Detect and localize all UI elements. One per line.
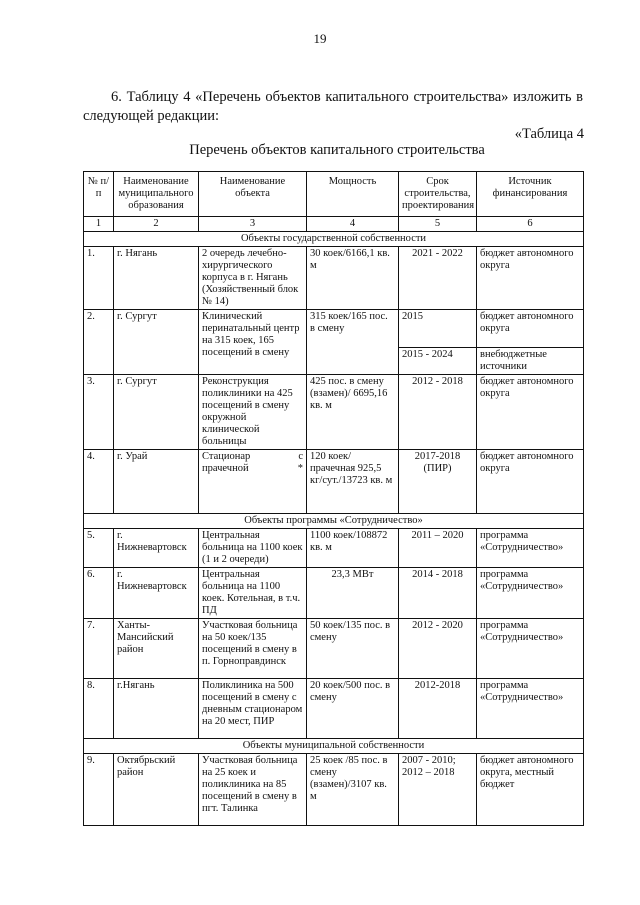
row-object: Стационар с прачечной * xyxy=(199,450,307,514)
row-municipality: г. Нягань xyxy=(114,247,199,310)
section-row-municipal xyxy=(84,739,584,754)
table-row xyxy=(84,619,584,679)
row-period: 2014 - 2018 xyxy=(399,568,477,619)
row-period: 2007 - 2010; 2012 – 2018 xyxy=(399,754,477,826)
intro-paragraph: 6. Таблицу 4 «Перечень объектов капитального строительства» изложить в следующей редакции: xyxy=(83,89,583,124)
row-capacity: 1100 коек/108872 кв. м xyxy=(307,529,399,568)
section-title: Объекты муниципальной собственности xyxy=(84,739,584,754)
table-row xyxy=(84,375,584,450)
row-capacity: 23,3 МВт xyxy=(307,568,399,619)
header-object: Наименование объекта xyxy=(199,172,307,217)
row-period: 2017-2018 (ПИР) xyxy=(399,450,477,514)
row-capacity: 425 пос. в смену (взамен)/ 6695,16 кв. м xyxy=(307,375,399,450)
section-row-coop xyxy=(84,514,584,529)
row-num: 5. xyxy=(84,529,114,568)
row-source: бюджет автономного округа xyxy=(477,450,584,514)
row-municipality: г. Нижневартовск xyxy=(114,568,199,619)
row-source: программа «Сотрудничество» xyxy=(477,619,584,679)
row-object: Центральная больница на 1100 коек (1 и 2 очереди) xyxy=(199,529,307,568)
row-capacity: 120 коек/прачечная 925,5 кг/сут./13723 кв. м xyxy=(307,450,399,514)
row-capacity: 315 коек/165 пос. в смену xyxy=(307,310,399,375)
row-municipality: г. Урай xyxy=(114,450,199,514)
row-capacity: 20 коек/500 пос. в смену xyxy=(307,679,399,739)
row-num: 8. xyxy=(84,679,114,739)
col-number: 4 xyxy=(307,217,399,232)
header-municipality: Наименование муниципального образования xyxy=(114,172,199,217)
table-title: Перечень объектов капитального строительства xyxy=(189,142,485,158)
row-num: 9. xyxy=(84,754,114,826)
row-municipality: г.Нягань xyxy=(114,679,199,739)
row-period: 2011 – 2020 xyxy=(399,529,477,568)
row-period: 2015 xyxy=(399,310,477,348)
row-source: внебюджетные источники xyxy=(477,348,584,375)
row-source: бюджет автономного округа xyxy=(477,310,584,348)
row-period: 2021 - 2022 xyxy=(399,247,477,310)
row-object: Клинический перинатальный центр на 315 коек, 165 посещений в смену xyxy=(199,310,307,375)
row-source: бюджет автономного округа, местный бюджет xyxy=(477,754,584,826)
row-municipality: г. Сургут xyxy=(114,310,199,375)
col-number: 2 xyxy=(114,217,199,232)
row-source: бюджет автономного округа xyxy=(477,375,584,450)
row-source: программа «Сотрудничество» xyxy=(477,529,584,568)
table-row xyxy=(84,529,584,568)
row-source: программа «Сотрудничество» xyxy=(477,679,584,739)
row-capacity: 50 коек/135 пос. в смену xyxy=(307,619,399,679)
header-period: Срок строительства, проектирования xyxy=(399,172,477,217)
row-num: 3. xyxy=(84,375,114,450)
row-num: 7. xyxy=(84,619,114,679)
row-municipality: Ханты-Мансийский район xyxy=(114,619,199,679)
header-capacity: Мощность xyxy=(307,172,399,217)
row-source: бюджет автономного округа xyxy=(477,247,584,310)
table-row xyxy=(84,310,584,348)
header-num: № п/п xyxy=(84,172,114,217)
row-source: программа «Сотрудничество» xyxy=(477,568,584,619)
col-number: 1 xyxy=(84,217,114,232)
row-num: 2. xyxy=(84,310,114,375)
row-capacity: 25 коек /85 пос. в смену (взамен)/3107 кв. м xyxy=(307,754,399,826)
row-period: 2012-2018 xyxy=(399,679,477,739)
column-number-row xyxy=(84,217,584,232)
table-row xyxy=(84,247,584,310)
col-number: 5 xyxy=(399,217,477,232)
row-object: Участковая больница на 50 коек/135 посещений в смену в п. Горноправдинск xyxy=(199,619,307,679)
table-row xyxy=(84,679,584,739)
capital-objects-table xyxy=(83,171,584,826)
header-row xyxy=(84,172,584,217)
section-title: Объекты программы «Сотрудничество» xyxy=(84,514,584,529)
row-object: 2 очередь лечебно-хирургического корпуса в г. Нягань (Хозяйственный блок № 14) xyxy=(199,247,307,310)
row-object: Участковая больница на 25 коек и поликлиника на 85 посещений в смену в пгт. Талинка xyxy=(199,754,307,826)
header-source: Источник финансирования xyxy=(477,172,584,217)
row-municipality: г. Нижневартовск xyxy=(114,529,199,568)
row-capacity: 30 коек/6166,1 кв. м xyxy=(307,247,399,310)
row-object: Центральная больница на 1100 коек. Котельная, в т.ч. ПД xyxy=(199,568,307,619)
page-number: 19 xyxy=(313,31,327,46)
row-municipality: Октябрьский район xyxy=(114,754,199,826)
table-row xyxy=(84,568,584,619)
row-period: 2012 - 2020 xyxy=(399,619,477,679)
table-row xyxy=(84,754,584,826)
row-num: 1. xyxy=(84,247,114,310)
row-period: 2015 - 2024 xyxy=(399,348,477,375)
col-number: 6 xyxy=(477,217,584,232)
section-row-state xyxy=(84,232,584,247)
row-num: 6. xyxy=(84,568,114,619)
table-row xyxy=(84,450,584,514)
row-object: Реконструкция поликлиники на 425 посещений в смену окружной клинической больницы xyxy=(199,375,307,450)
row-object: Поликлиника на 500 посещений в смену с дневным стационаром на 20 мест, ПИР xyxy=(199,679,307,739)
row-municipality: г. Сургут xyxy=(114,375,199,450)
section-title: Объекты государственной собственности xyxy=(84,232,584,247)
col-number: 3 xyxy=(199,217,307,232)
table-reference: «Таблица 4 xyxy=(514,126,584,142)
row-num: 4. xyxy=(84,450,114,514)
row-period: 2012 - 2018 xyxy=(399,375,477,450)
